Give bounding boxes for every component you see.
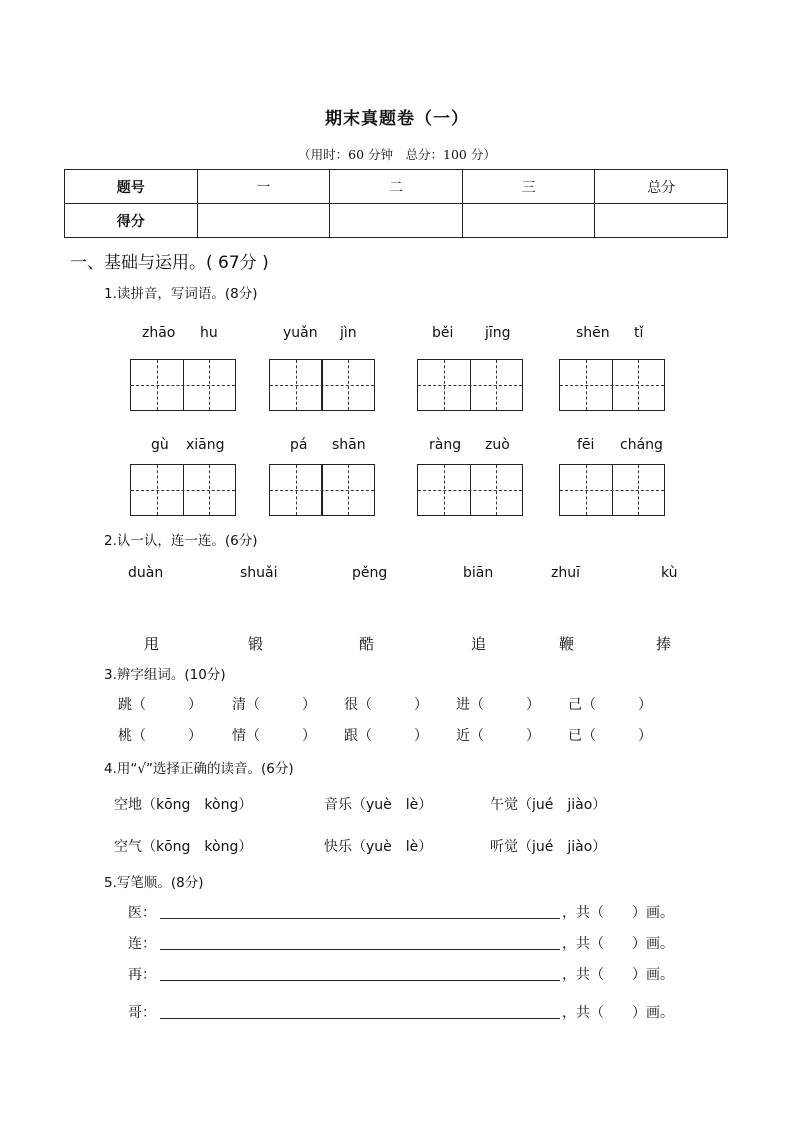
writing-grid[interactable] xyxy=(130,359,236,411)
pinyin: shān xyxy=(332,437,366,453)
char-pair-item[interactable]: 情（ ） xyxy=(232,728,316,744)
header-cell: 总分 xyxy=(595,170,728,204)
header-cell: 二 xyxy=(330,170,463,204)
stroke-order-label: 再： xyxy=(128,967,156,983)
character[interactable]: 锻 xyxy=(248,635,264,653)
pinyin: ràng xyxy=(429,437,462,453)
answer-line[interactable] xyxy=(160,949,560,950)
stroke-order-label: 哥： xyxy=(128,1005,156,1021)
pinyin: běi xyxy=(432,325,454,341)
answer-line[interactable] xyxy=(160,980,560,981)
pinyin: kù xyxy=(661,565,678,581)
writing-grid[interactable] xyxy=(559,464,665,516)
question-3-title: 3.辨字组词。(10分) xyxy=(104,667,226,683)
character[interactable]: 甩 xyxy=(144,635,160,653)
section-heading: 一、基础与运用。( 67分 ) xyxy=(70,253,269,273)
score-cell[interactable] xyxy=(595,204,728,238)
writing-grid[interactable] xyxy=(559,359,665,411)
writing-grid[interactable] xyxy=(417,464,523,516)
reading-choice[interactable]: 午觉（jué jiào） xyxy=(490,797,607,813)
pinyin: fēi xyxy=(577,437,595,453)
writing-grid[interactable] xyxy=(130,464,236,516)
question-5-title: 5.写笔顺。(8分) xyxy=(104,875,204,891)
pinyin: zhuī xyxy=(551,565,580,581)
pinyin: jìn xyxy=(340,325,357,341)
stroke-count-blank[interactable]: ，共（ ）画。 xyxy=(562,936,674,952)
answer-line[interactable] xyxy=(160,1018,560,1019)
pinyin: shēn xyxy=(576,325,610,341)
stroke-order-label: 医： xyxy=(128,905,156,921)
row-label: 得分 xyxy=(65,204,198,238)
pinyin: xiāng xyxy=(186,437,225,453)
character[interactable]: 酷 xyxy=(359,635,375,653)
page-title: 期末真题卷（一） xyxy=(325,109,469,129)
pinyin: gù xyxy=(151,437,169,453)
writing-grid[interactable] xyxy=(269,464,375,516)
character[interactable]: 鞭 xyxy=(559,635,575,653)
char-pair-item[interactable]: 己（ ） xyxy=(568,697,652,713)
score-cell[interactable] xyxy=(197,204,330,238)
reading-choice[interactable]: 空气（kōng kòng） xyxy=(114,839,253,855)
exam-info: （用时：60 分钟 总分：100 分） xyxy=(298,147,496,162)
reading-choice[interactable]: 空地（kōng kòng） xyxy=(114,797,253,813)
pinyin: zhāo xyxy=(142,325,176,341)
score-table xyxy=(64,169,728,238)
header-cell: 一 xyxy=(197,170,330,204)
char-pair-item[interactable]: 已（ ） xyxy=(568,728,652,744)
stroke-order-label: 连： xyxy=(128,936,156,952)
pinyin: tǐ xyxy=(634,325,644,341)
pinyin: shuǎi xyxy=(240,565,278,581)
char-pair-item[interactable]: 跳（ ） xyxy=(118,697,202,713)
pinyin: zuò xyxy=(485,437,510,453)
header-cell: 三 xyxy=(462,170,595,204)
score-cell[interactable] xyxy=(330,204,463,238)
score-table-score-row xyxy=(65,204,728,238)
pinyin: hu xyxy=(200,325,218,341)
char-pair-item[interactable]: 近（ ） xyxy=(456,728,540,744)
writing-grid[interactable] xyxy=(417,359,523,411)
question-4-title: 4.用“√”选择正确的读音。(6分) xyxy=(104,761,294,777)
pinyin: biān xyxy=(463,565,494,581)
char-pair-item[interactable]: 进（ ） xyxy=(456,697,540,713)
character[interactable]: 捧 xyxy=(656,635,672,653)
char-pair-item[interactable]: 桃（ ） xyxy=(118,728,202,744)
reading-choice[interactable]: 音乐（yuè lè） xyxy=(324,797,433,813)
score-cell[interactable] xyxy=(462,204,595,238)
question-2-title: 2.认一认，连一连。(6分) xyxy=(104,533,258,549)
answer-line[interactable] xyxy=(160,918,560,919)
reading-choice[interactable]: 听觉（jué jiào） xyxy=(490,839,607,855)
pinyin: cháng xyxy=(620,437,663,453)
char-pair-item[interactable]: 很（ ） xyxy=(344,697,428,713)
score-table-header-row xyxy=(65,170,728,204)
pinyin: pá xyxy=(290,437,308,453)
char-pair-item[interactable]: 跟（ ） xyxy=(344,728,428,744)
char-pair-item[interactable]: 清（ ） xyxy=(232,697,316,713)
character[interactable]: 追 xyxy=(471,635,487,653)
stroke-count-blank[interactable]: ，共（ ）画。 xyxy=(562,967,674,983)
pinyin: jīng xyxy=(485,325,511,341)
writing-grid[interactable] xyxy=(269,359,375,411)
stroke-count-blank[interactable]: ，共（ ）画。 xyxy=(562,905,674,921)
header-cell: 题号 xyxy=(65,170,198,204)
reading-choice[interactable]: 快乐（yuè lè） xyxy=(324,839,433,855)
pinyin: yuǎn xyxy=(283,325,318,341)
stroke-count-blank[interactable]: ，共（ ）画。 xyxy=(562,1005,674,1021)
pinyin: pěng xyxy=(352,565,388,581)
pinyin: duàn xyxy=(128,565,164,581)
question-1-title: 1.读拼音，写词语。(8分) xyxy=(104,286,258,302)
